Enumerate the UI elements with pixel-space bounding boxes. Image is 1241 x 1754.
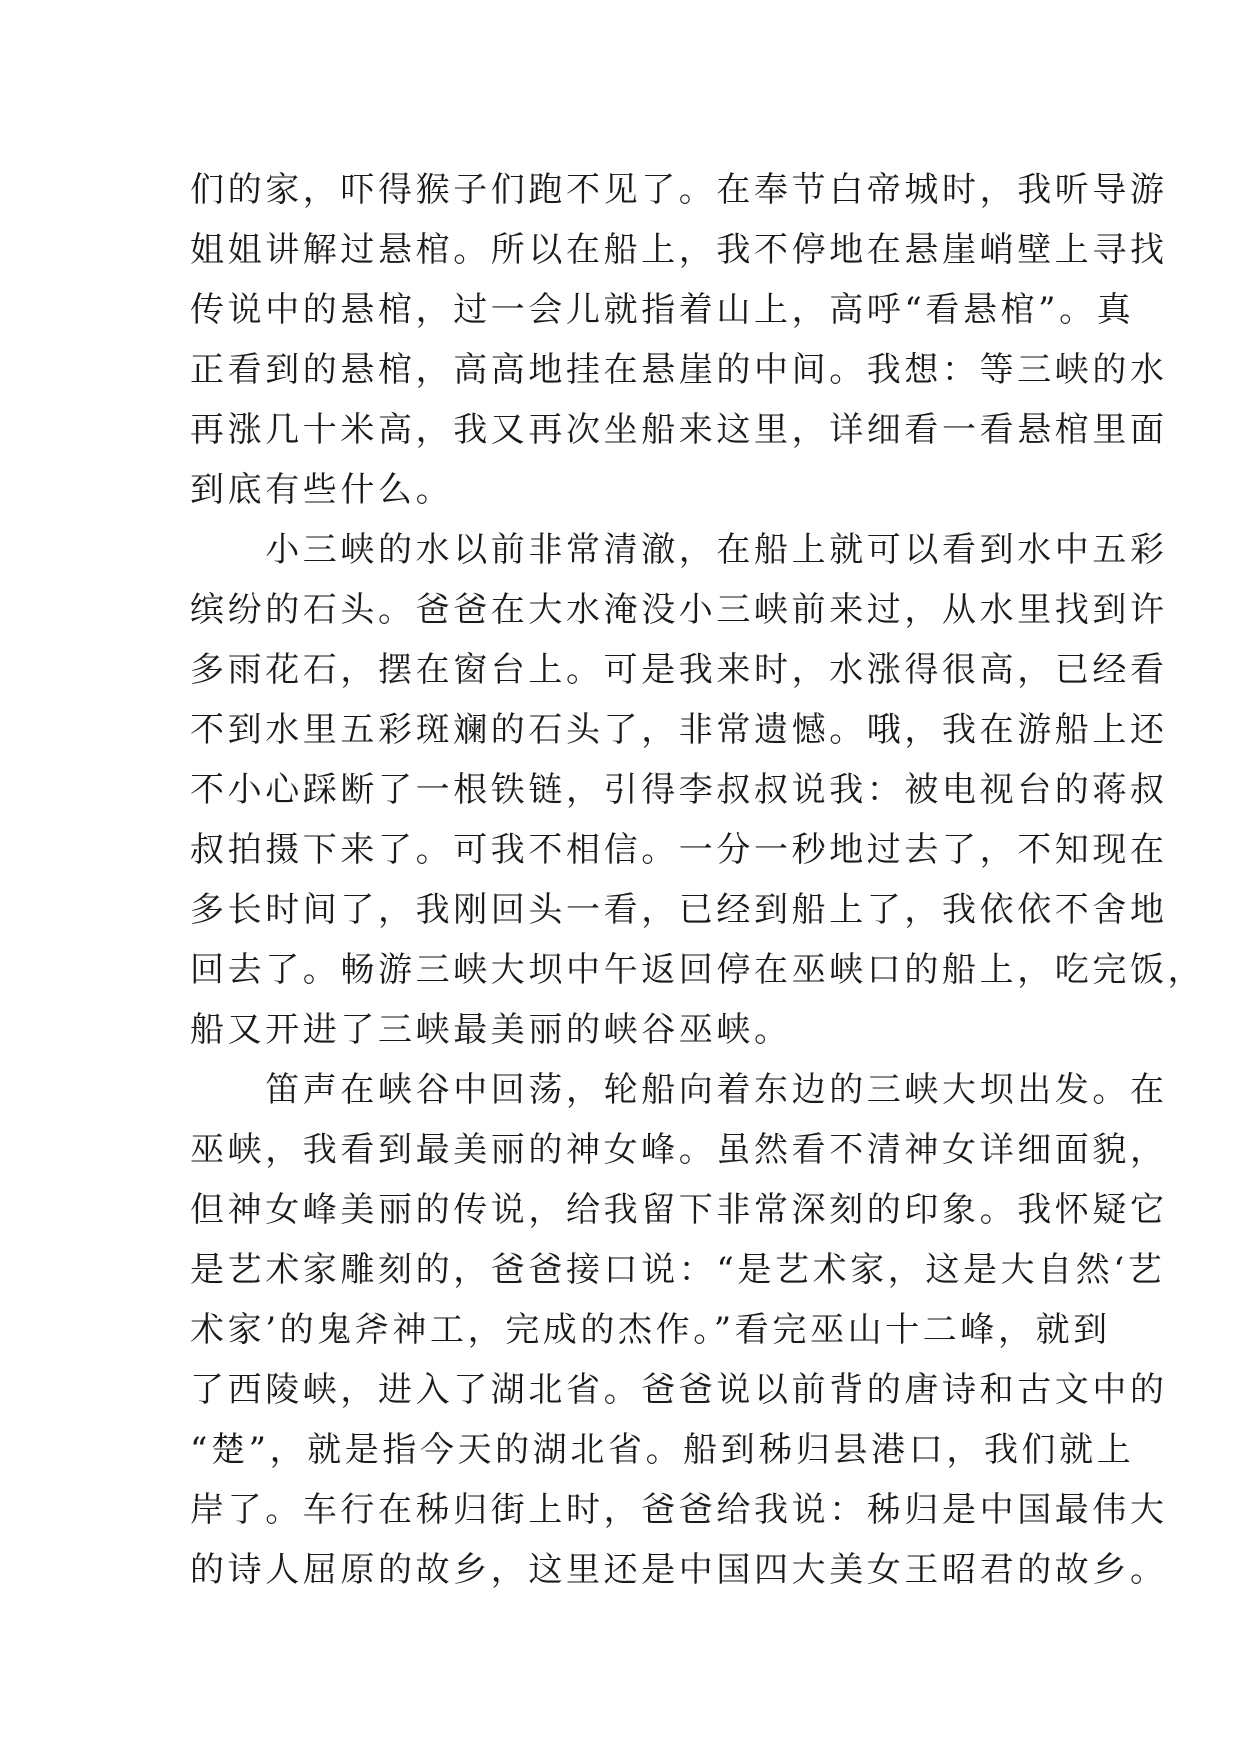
text-line: 岸了。车行在秭归街上时，爸爸给我说：秭归是中国最伟大 (190, 1490, 1168, 1530)
text-line: 船又开进了三峡最美丽的峡谷巫峡。 (190, 1010, 792, 1050)
paragraph-3 (190, 1060, 1168, 1600)
text-line: 多长时间了，我刚回头一看，已经到船上了，我依依不舍地 (190, 890, 1168, 930)
text-line: 的诗人屈原的故乡，这里还是中国四大美女王昭君的故乡。 (190, 1550, 1168, 1590)
text-line: 们的家，吓得猴子们跑不见了。在奉节白帝城时，我听导游 (190, 170, 1168, 210)
text-line: 叔拍摄下来了。可我不相信。一分一秒地过去了，不知现在 (190, 830, 1168, 870)
text-line: 正看到的悬棺，高高地挂在悬崖的中间。我想：等三峡的水 (190, 350, 1168, 390)
text-line: 笛声在峡谷中回荡，轮船向着东边的三峡大坝出发。在 (190, 1070, 1168, 1110)
paragraph-2 (190, 520, 1206, 1060)
text-line: 不到水里五彩斑斓的石头了，非常遗憾。哦，我在游船上还 (190, 710, 1168, 750)
text-line: 回去了。畅游三峡大坝中午返回停在巫峡口的船上，吃完饭， (190, 950, 1206, 990)
text-line: 巫峡，我看到最美丽的神女峰。虽然看不清神女详细面貌， (190, 1130, 1168, 1170)
text-line: 缤纷的石头。爸爸在大水淹没小三峡前来过，从水里找到许 (190, 590, 1168, 630)
document-body (190, 160, 1206, 1600)
text-line: 再涨几十米高，我又再次坐船来这里，详细看一看悬棺里面 (190, 410, 1168, 450)
text-line: 传说中的悬棺，过一会儿就指着山上，高呼“看悬棺”。真 (190, 290, 1135, 330)
text-line: 不小心踩断了一根铁链，引得李叔叔说我：被电视台的蒋叔 (190, 770, 1168, 810)
text-line: 到底有些什么。 (190, 470, 454, 510)
text-line: 了西陵峡，进入了湖北省。爸爸说以前背的唐诗和古文中的 (190, 1370, 1168, 1410)
text-line: 是艺术家雕刻的，爸爸接口说：“是艺术家，这是大自然‘艺 (190, 1250, 1166, 1290)
paragraph-1 (190, 160, 1168, 520)
text-line: 小三峡的水以前非常清澈，在船上就可以看到水中五彩 (190, 530, 1168, 570)
text-line: 多雨花石，摆在窗台上。可是我来时，水涨得很高，已经看 (190, 650, 1168, 690)
text-line: “楚”，就是指今天的湖北省。船到秭归县港口，我们就上 (190, 1430, 1135, 1470)
text-line: 但神女峰美丽的传说，给我留下非常深刻的印象。我怀疑它 (190, 1190, 1168, 1230)
text-line: 术家’的鬼斧神工，完成的杰作。”看完巫山十二峰，就到 (190, 1310, 1111, 1350)
text-line: 姐姐讲解过悬棺。所以在船上，我不停地在悬崖峭壁上寻找 (190, 230, 1168, 270)
